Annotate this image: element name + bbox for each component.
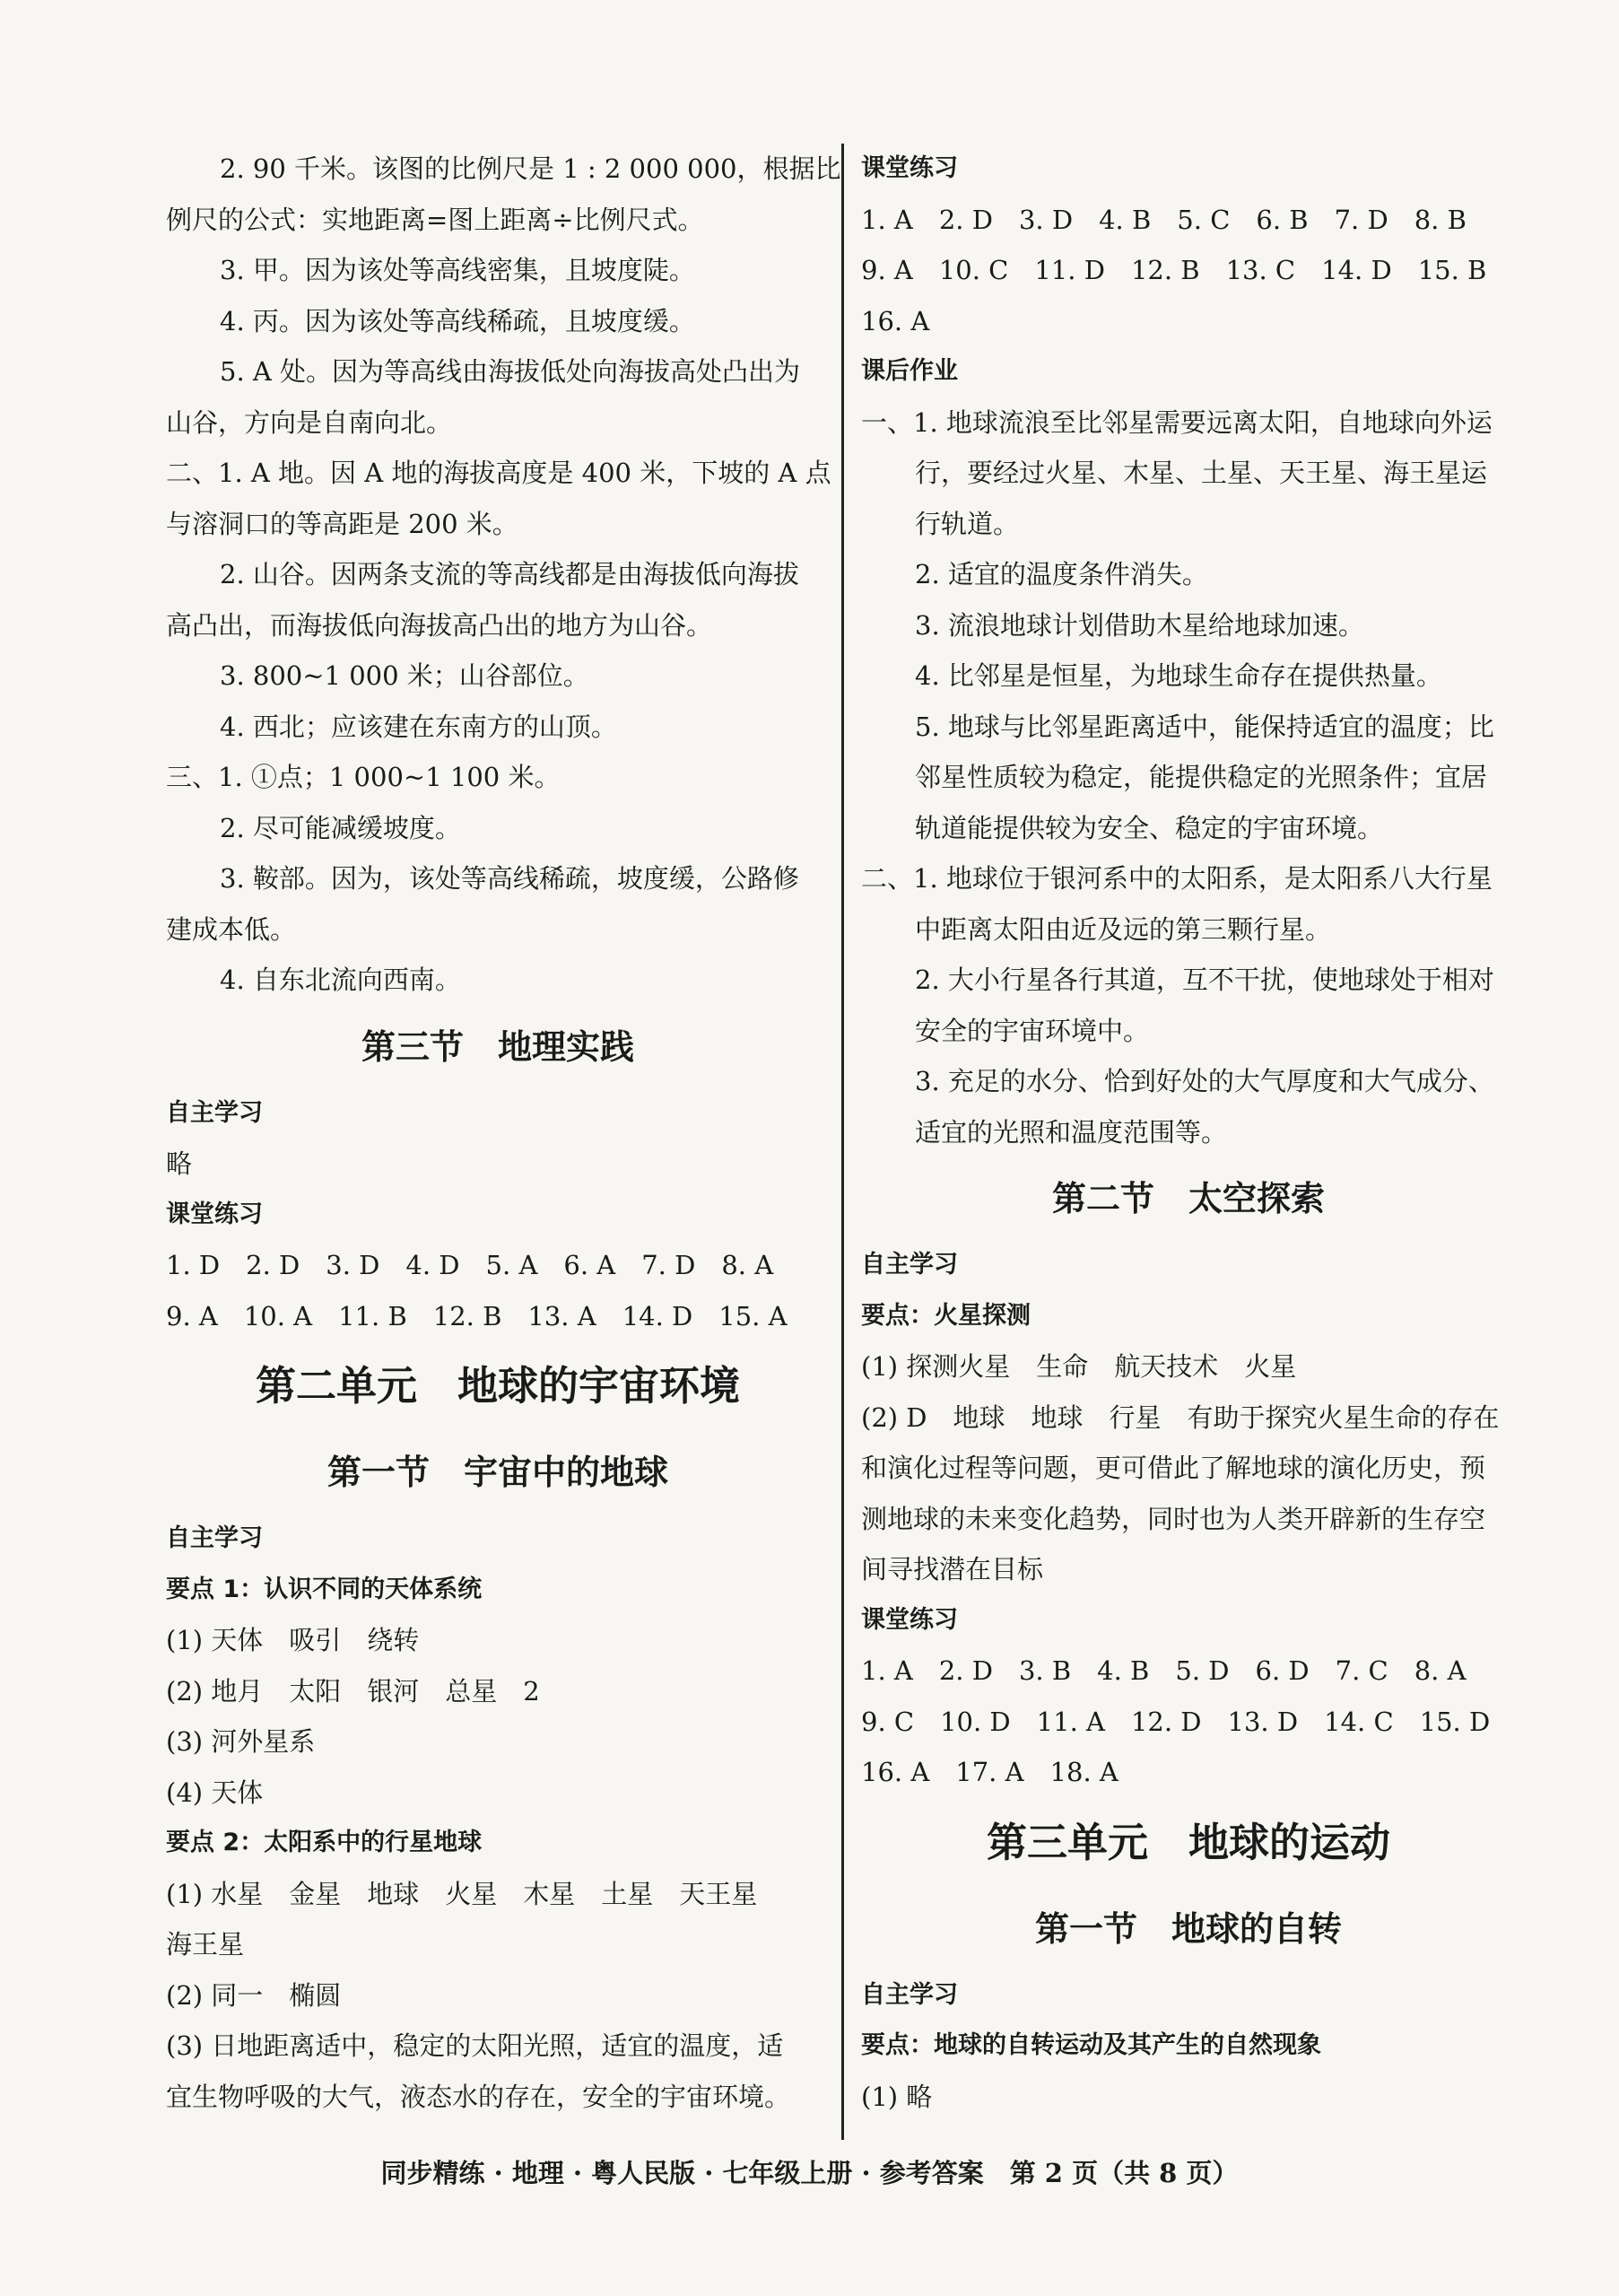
answer-line: 9. A 10. C 11. D 12. B 13. C 14. D 15. B — [861, 255, 1487, 285]
answer-line: 4. 丙。因为该处等高线稀疏，且坡度缓。 — [220, 305, 695, 336]
answer-line: 3. 充足的水分、恰到好处的大气厚度和大气成分、 — [915, 1066, 1494, 1096]
answer-line: 2. 适宜的温度条件消失。 — [915, 559, 1208, 589]
answer-line: 9. A 10. A 11. B 12. B 13. A 14. D 15. A — [166, 1300, 788, 1331]
answer-line: 测地球的未来变化趋势，同时也为人类开辟新的生存空 — [861, 1503, 1486, 1534]
answer-line: 3. 甲。因为该处等高线密集，且坡度陡。 — [220, 255, 695, 285]
subheading: 要点 2：太阳系中的行星地球 — [166, 1829, 483, 1856]
answer-line: 二、1. 地球位于银河系中的太阳系，是太阳系八大行星 — [861, 863, 1493, 894]
section-title: 第二节 太空探索 — [1051, 1179, 1325, 1218]
answer-line: (1) 略 — [861, 2081, 933, 2112]
answer-line: 轨道能提供较为安全、稳定的宇宙环境。 — [915, 812, 1384, 843]
answer-line: 1. A 2. D 3. B 4. B 5. D 6. D 7. C 8. A — [861, 1655, 1467, 1686]
answer-line: 2. 90 千米。该图的比例尺是 1 : 2 000 000，根据比 — [220, 153, 841, 184]
answer-line: 山谷，方向是自南向北。 — [166, 406, 453, 438]
answer-line: 4. 自东北流向西南。 — [220, 965, 461, 995]
answer-line: 二、1. A 地。因 A 地的海拔高度是 400 米，下坡的 A 点 — [166, 458, 831, 488]
left-column — [166, 144, 841, 2122]
answer-line: (4) 天体 — [166, 1777, 264, 1808]
answer-line: 三、1. ①点；1 000~1 100 米。 — [166, 762, 561, 792]
answer-line: (1) 水星 金星 地球 火星 木星 土星 天王星 — [166, 1878, 758, 1909]
answer-line: 2. 大小行星各行其道，互不干扰，使地球处于相对 — [915, 965, 1494, 995]
answer-line: (3) 河外星系 — [166, 1726, 316, 1757]
subheading: 要点：火星探测 — [861, 1301, 1031, 1330]
answer-line: (2) 同一 椭圆 — [166, 1979, 342, 2011]
subheading: 自主学习 — [861, 1251, 958, 1279]
answer-line: 2. 山谷。因两条支流的等高线都是由海拔低向海拔 — [220, 559, 799, 589]
answer-line: 5. 地球与比邻星距离适中，能保持适宜的温度；比 — [915, 711, 1494, 742]
answer-line: 和演化过程等问题，更可借此了解地球的演化历史，预 — [861, 1453, 1486, 1483]
answer-line: 9. C 10. D 11. A 12. D 13. D 14. C 15. D — [861, 1706, 1491, 1737]
page-footer: 同步精练 · 地理 · 粤人民版 · 七年级上册 · 参考答案 第 2 页（共 8 页） — [380, 2158, 1239, 2188]
answer-line: 略 — [166, 1148, 193, 1179]
column-divider — [841, 144, 844, 2140]
answer-line: 宜生物呼吸的大气，液态水的存在，安全的宇宙环境。 — [166, 2081, 791, 2112]
answer-line: 适宜的光照和温度范围等。 — [915, 1116, 1228, 1148]
answer-line: 2. 尽可能减缓坡度。 — [220, 812, 461, 843]
answer-line: 行轨道。 — [915, 508, 1020, 539]
answer-line: 高凸出，而海拔低向海拔高凸出的地方为山谷。 — [166, 609, 713, 641]
answer-line: (1) 天体 吸引 绕转 — [166, 1625, 420, 1655]
subheading: 自主学习 — [861, 1980, 958, 2009]
answer-line: 3. 800~1 000 米；山谷部位。 — [220, 660, 589, 691]
unit-title: 第三单元 地球的运动 — [986, 1818, 1390, 1866]
section-title: 第三节 地理实践 — [361, 1026, 634, 1067]
answer-line: 海王星 — [166, 1929, 245, 1960]
right-column — [861, 144, 1516, 2122]
subheading: 课堂练习 — [166, 1200, 263, 1228]
answer-line: 建成本低。 — [166, 913, 297, 945]
answer-line: 5. A 处。因为等高线由海拔低处向海拔高处凸出为 — [220, 356, 801, 387]
subheading: 课堂练习 — [861, 1605, 958, 1634]
answer-line: (3) 日地距离适中，稳定的太阳光照，适宜的温度，适 — [166, 2030, 784, 2061]
answer-line: 中距离太阳由近及远的第三颗行星。 — [915, 913, 1332, 945]
answer-line: 间寻找潜在目标 — [861, 1554, 1044, 1585]
subheading: 课后作业 — [861, 357, 958, 385]
subheading: 要点 1：认识不同的天体系统 — [166, 1575, 483, 1603]
subheading: 要点：地球的自转运动及其产生的自然现象 — [861, 2031, 1321, 2059]
answer-line: 16. A 17. A 18. A — [861, 1757, 1119, 1787]
answer-line: 例尺的公式：实地距离=图上距离÷比例尺式。 — [166, 204, 704, 235]
subheading: 课堂练习 — [861, 154, 958, 182]
answer-line: 4. 西北；应该建在东南方的山顶。 — [220, 711, 617, 742]
answer-line: (2) 地月 太阳 银河 总星 2 — [166, 1675, 540, 1707]
answer-line: 行，要经过火星、木星、土星、天王星、海王星运 — [915, 458, 1488, 488]
section-title: 第一节 地球的自转 — [1034, 1908, 1342, 1949]
answer-line: 3. 鞍部。因为，该处等高线稀疏，坡度缓，公路修 — [220, 863, 799, 894]
unit-title: 第二单元 地球的宇宙环境 — [255, 1362, 740, 1410]
answer-line: 安全的宇宙环境中。 — [915, 1015, 1150, 1046]
section-title: 第一节 宇宙中的地球 — [326, 1453, 668, 1492]
answer-line: (2) D 地球 地球 行星 有助于探究火星生命的存在 — [861, 1401, 1500, 1433]
answer-line: (1) 探测火星 生命 航天技术 火星 — [861, 1351, 1297, 1382]
subheading: 自主学习 — [166, 1524, 263, 1552]
answer-line: 4. 比邻星是恒星，为地球生命存在提供热量。 — [915, 660, 1442, 691]
subheading: 自主学习 — [166, 1098, 263, 1127]
answer-line: 一、1. 地球流浪至比邻星需要远离太阳，自地球向外运 — [861, 406, 1493, 438]
answer-line: 3. 流浪地球计划借助木星给地球加速。 — [915, 609, 1364, 641]
answer-line: 邻星性质较为稳定，能提供稳定的光照条件；宜居 — [915, 762, 1488, 792]
answer-line: 1. D 2. D 3. D 4. D 5. A 6. A 7. D 8. A — [166, 1250, 774, 1280]
answer-line: 与溶洞口的等高距是 200 米。 — [166, 508, 518, 539]
answer-line: 16. A — [861, 305, 930, 336]
answer-line: 1. A 2. D 3. D 4. B 5. C 6. B 7. D 8. B — [861, 204, 1467, 235]
